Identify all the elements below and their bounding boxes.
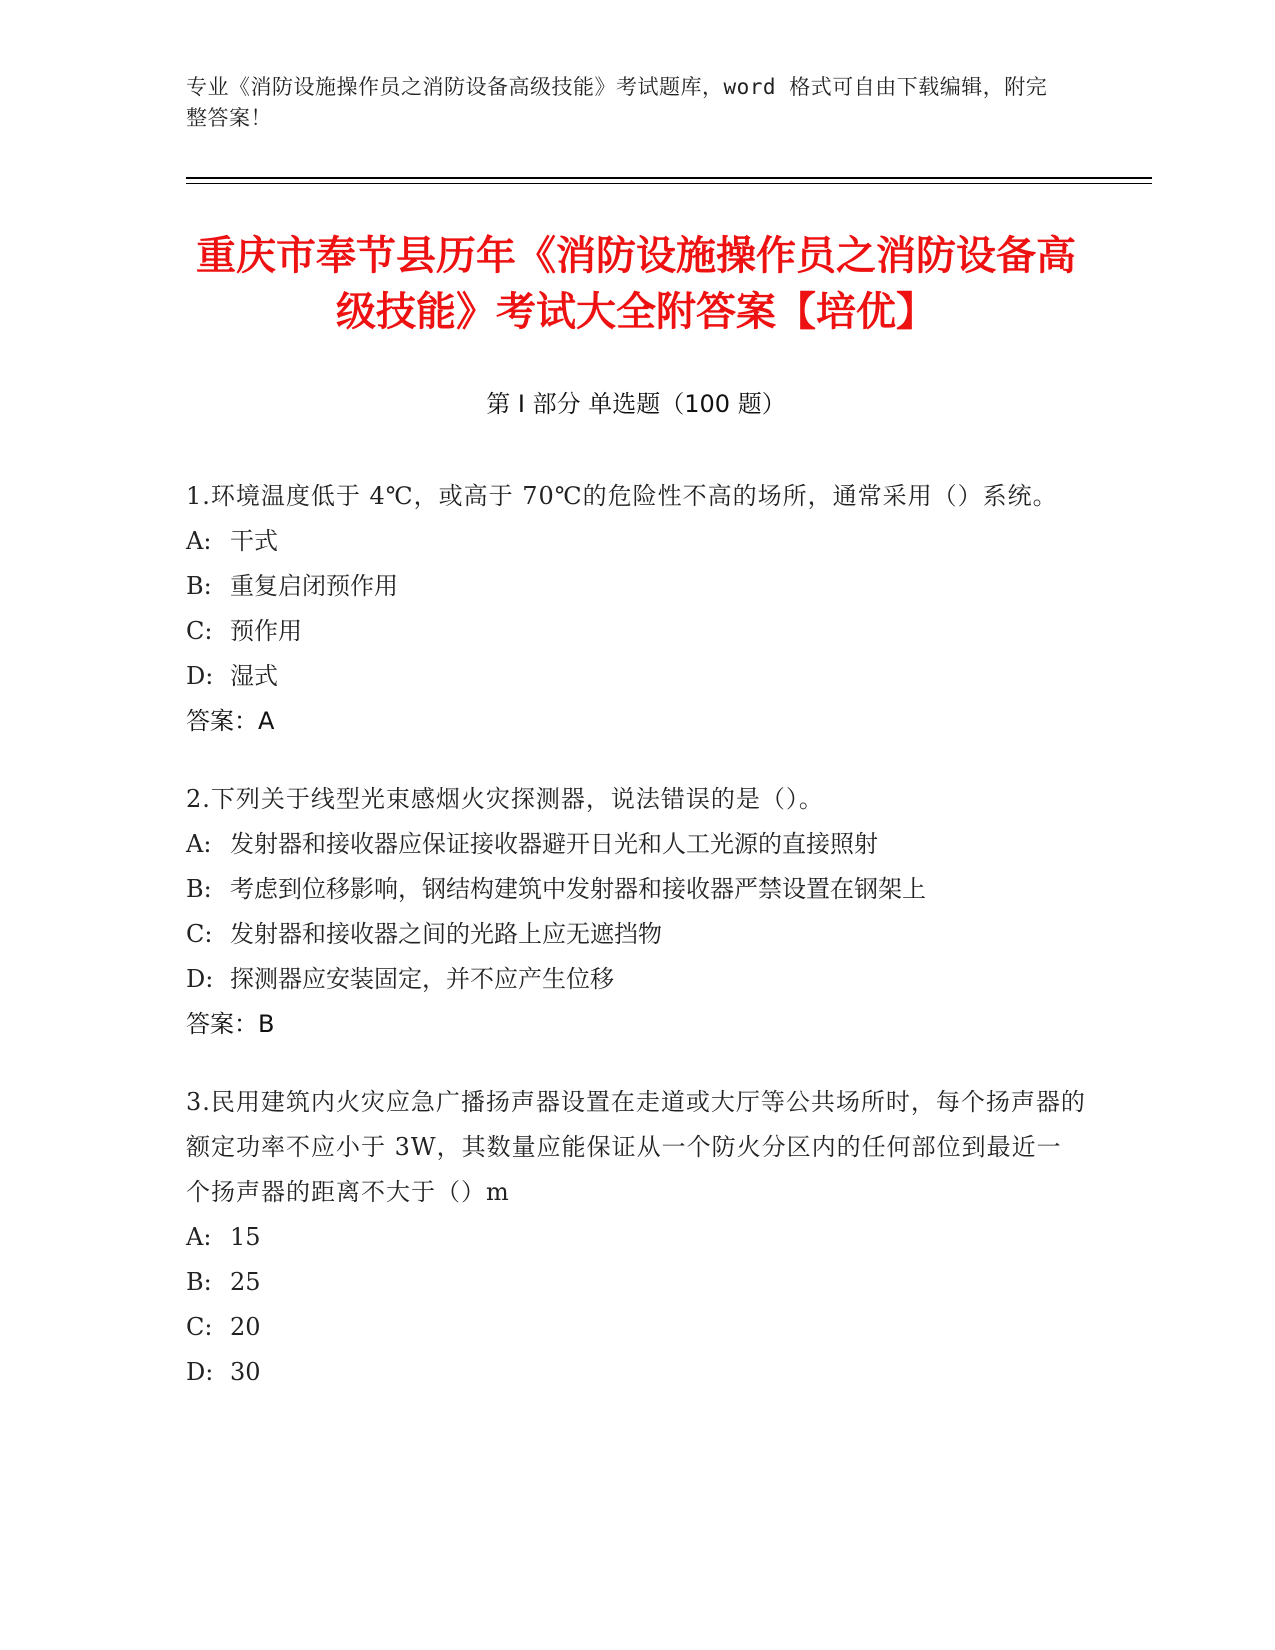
question-stem: 1.环境温度低于 4℃，或高于 70℃的危险性不高的场所，通常采用（）系统。 (186, 482, 1058, 510)
question-stem: 2.下列关于线型光束感烟火灾探测器，说法错误的是（）。 (186, 785, 824, 813)
option-letter: C: (186, 920, 213, 948)
option-c (186, 609, 1086, 654)
header-divider-thick (186, 177, 1152, 179)
option-text: 发射器和接收器应保证接收器避开日光和人工光源的直接照射 (230, 830, 878, 858)
option-letter: C: (186, 1313, 213, 1341)
option-letter: D: (186, 662, 214, 690)
answer-line (186, 699, 1086, 744)
document-title: 重庆市奉节县历年《消防设施操作员之消防设备高级技能》考试大全附答案【培优】 (196, 233, 1076, 335)
section-heading: 第 I 部分 单选题（100 题） (486, 390, 786, 418)
answer-value: B (258, 1010, 275, 1038)
answer-label: 答案： (186, 707, 258, 735)
option-text: 15 (230, 1223, 261, 1251)
option-letter: A: (186, 1223, 212, 1251)
option-d (186, 957, 1086, 1002)
option-letter: D: (186, 965, 214, 993)
question-1 (186, 474, 1086, 744)
option-text: 25 (230, 1268, 261, 1296)
option-text: 湿式 (230, 662, 278, 690)
option-text: 30 (230, 1358, 261, 1386)
option-b (186, 564, 1086, 609)
option-text: 重复启闭预作用 (230, 572, 398, 600)
option-a (186, 1215, 1086, 1260)
option-text: 干式 (230, 527, 278, 555)
option-text: 考虑到位移影响，钢结构建筑中发射器和接收器严禁设置在钢架上 (230, 875, 926, 903)
option-letter: B: (186, 875, 212, 903)
option-text: 发射器和接收器之间的光路上应无遮挡物 (230, 920, 662, 948)
option-text: 预作用 (230, 617, 302, 645)
option-c (186, 1305, 1086, 1350)
question-stem: 3.民用建筑内火灾应急广播扬声器设置在走道或大厅等公共场所时，每个扬声器的额定功率不应小于 3W，其数量应能保证从一个防火分区内的任何部位到最近一个扬声器的距离不大于（）m (186, 1088, 1086, 1206)
option-text: 20 (230, 1313, 261, 1341)
option-letter: A: (186, 527, 212, 555)
option-a (186, 822, 1086, 867)
option-b (186, 1260, 1086, 1305)
option-c (186, 912, 1086, 957)
header-divider-thin (186, 183, 1152, 184)
question-3 (186, 1080, 1086, 1395)
option-text: 探测器应安装固定，并不应产生位移 (230, 965, 614, 993)
option-d (186, 1350, 1086, 1395)
question-2 (186, 777, 1086, 1047)
option-letter: B: (186, 572, 212, 600)
option-b (186, 867, 1086, 912)
question-list (186, 474, 1086, 1428)
answer-label: 答案： (186, 1010, 258, 1038)
option-d (186, 654, 1086, 699)
option-a (186, 519, 1086, 564)
option-letter: A: (186, 830, 212, 858)
header-note: 专业《消防设施操作员之消防设备高级技能》考试题库，word 格式可自由下载编辑，附完整答案！ (186, 75, 1048, 130)
option-letter: C: (186, 617, 213, 645)
answer-value: A (258, 707, 275, 735)
answer-line (186, 1002, 1086, 1047)
option-letter: B: (186, 1268, 212, 1296)
option-letter: D: (186, 1358, 214, 1386)
